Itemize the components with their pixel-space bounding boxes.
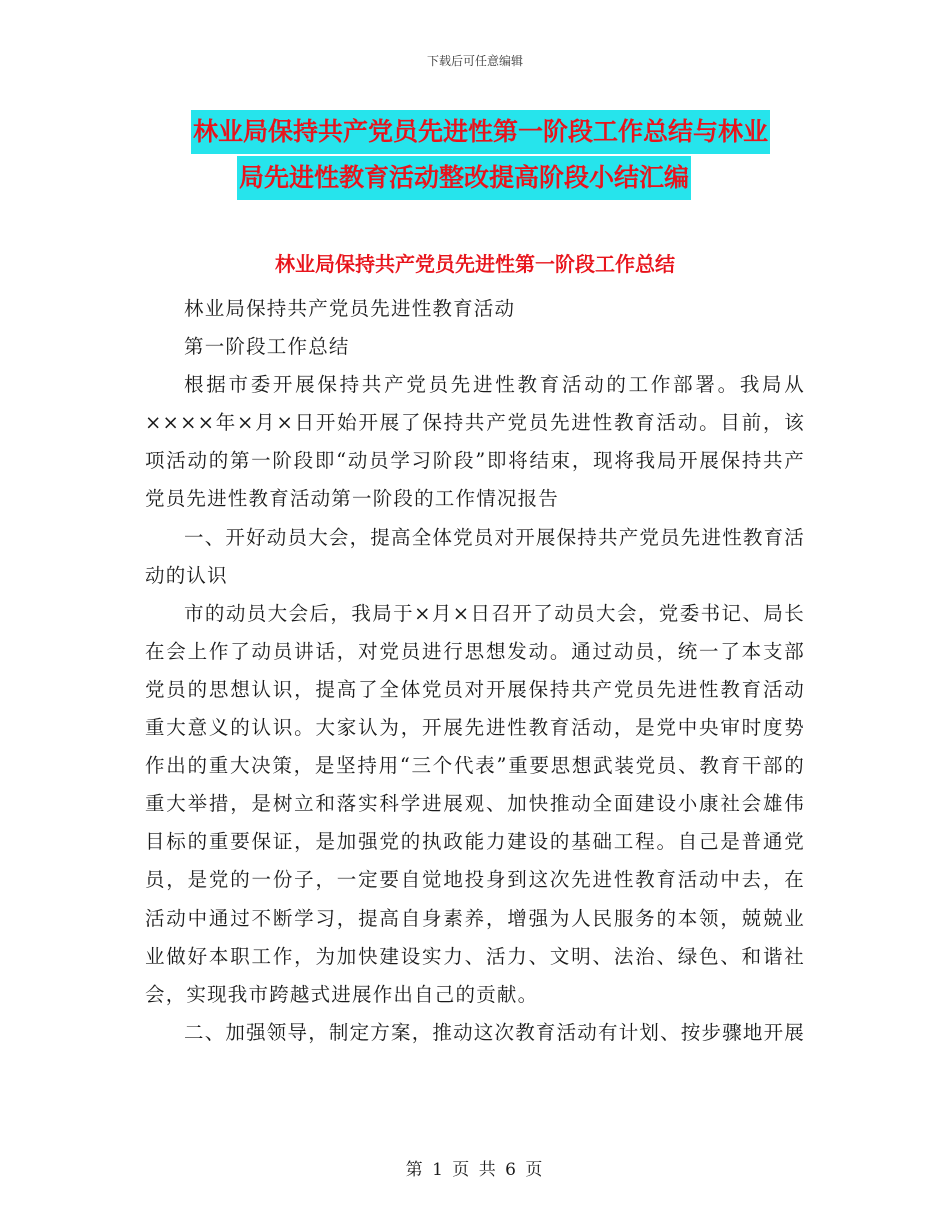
document-title-line-2: 局先进性教育活动整改提高阶段小结汇编 [237, 156, 691, 200]
header-note: 下载后可任意编辑 [426, 54, 523, 68]
document-title-line-1: 林业局保持共产党员先进性第一阶段工作总结与林业 [191, 110, 770, 154]
paragraph: 一、开好动员大会，提高全体党员对开展保持共产党员先进性教育活动的认识 [145, 525, 806, 587]
document-body [145, 290, 805, 1052]
document-title [145, 110, 825, 202]
paragraph: 林业局保持共产党员先进性教育活动 [184, 297, 516, 320]
page-number: 第 1 页 共 6 页 [405, 1160, 545, 1180]
paragraph: 根据市委开展保持共产党员先进性教育活动的工作部署。我局从××××年×月×日开始开展了保持共产党员先进性教育活动。目前，该项活动的第一阶段即“动员学习阶段”即将结束，现将我局开展保持共产党员先进性教育活动第一阶段的工作情况报告 [145, 373, 805, 511]
paragraph: 市的动员大会后，我局于×月×日召开了动员大会，党委书记、局长在会上作了动员讲话，对党员进行思想发动。通过动员，统一了本支部党员的思想认识，提高了全体党员对开展保持共产党员先进性教育活动重大意义的认识。大家认为，开展先进性教育活动，是党中央审时度势作出的重大决策，是坚持用“三个代表”重要思想武装党员、教育干部的重大举措，是树立和落实科学进展观、加快推动全面建设小康社会雄伟目标的重要保证，是加强党的执政能力建设的基础工程。自己是普通党员，是党的一份子，一定要自觉地投身到这次先进性教育活动中去，在活动中通过不断学习，提高自身素养，增强为人民服务的本领，兢兢业业做好本职工作，为加快建设实力、活力、文明、法治、绿色、和谐社会，实现我市跨越式进展作出自己的贡献。 [145, 601, 805, 1006]
paragraph: 二、加强领导，制定方案，推动这次教育活动有计划、按步骤地开展 [184, 1020, 806, 1044]
paragraph: 第一阶段工作总结 [184, 335, 350, 359]
section-title: 林业局保持共产党员先进性第一阶段工作总结 [275, 252, 675, 276]
